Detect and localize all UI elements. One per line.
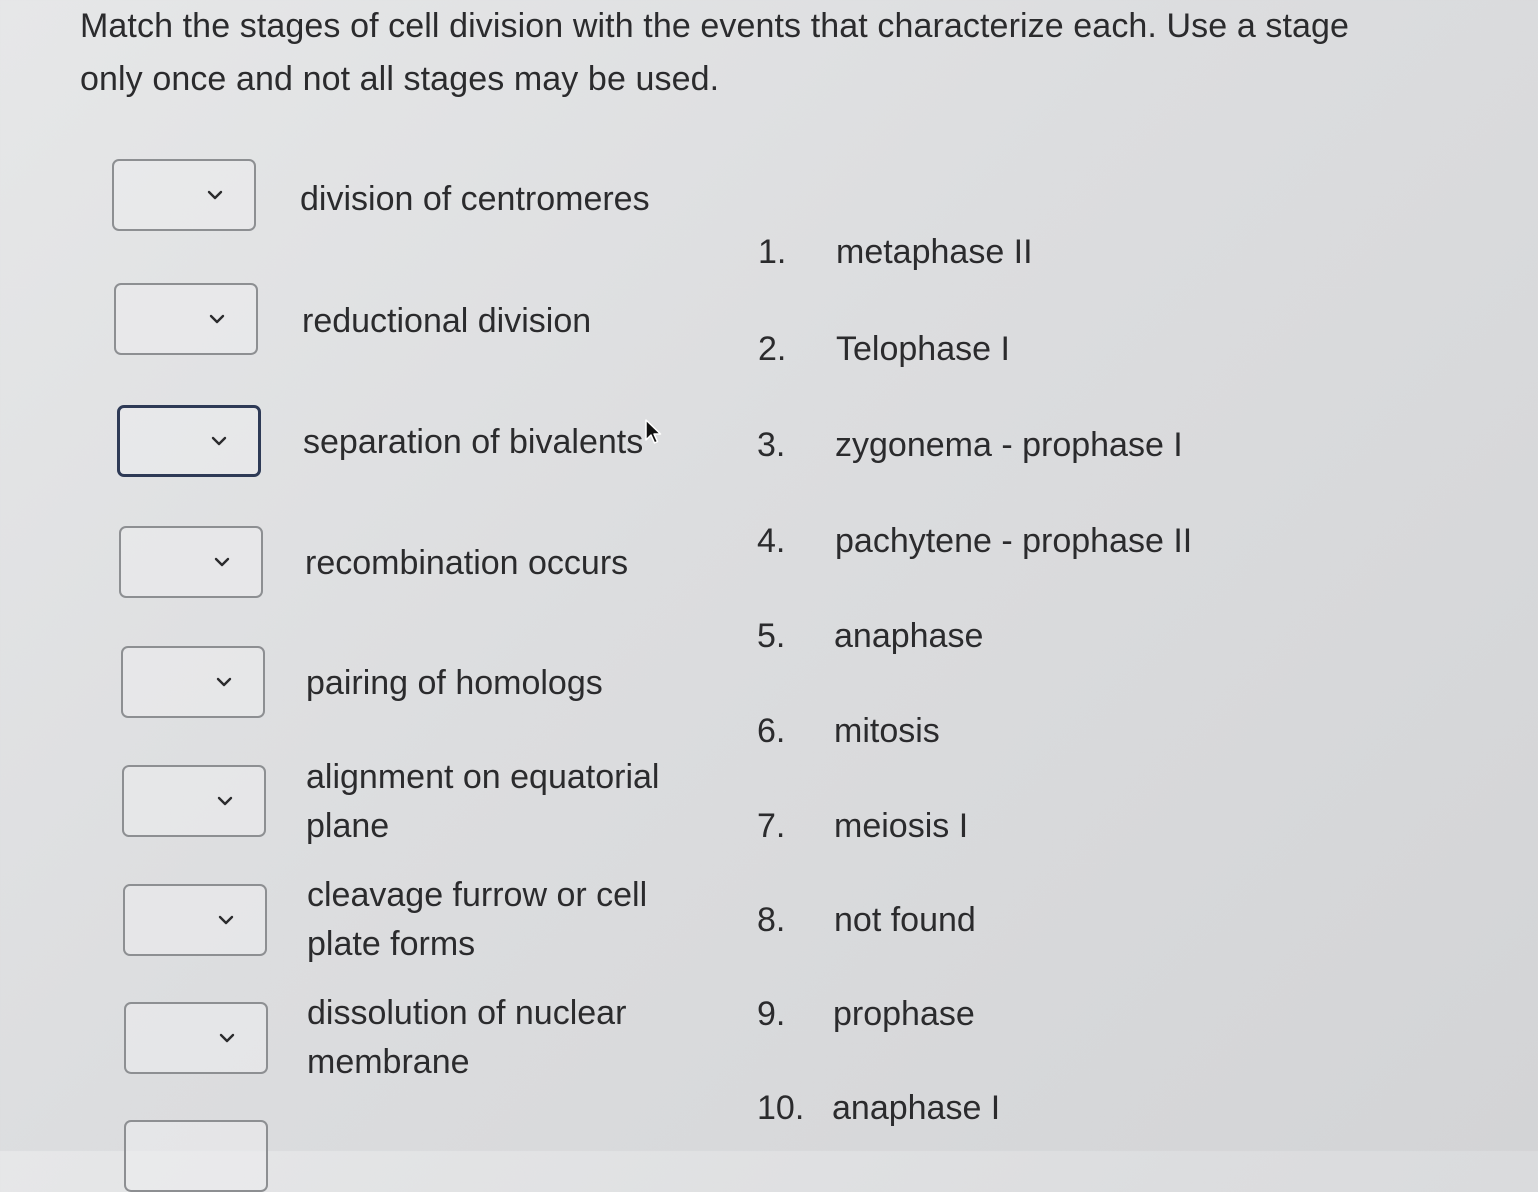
event-select-3[interactable] <box>117 405 261 477</box>
stage-number-6: 6. <box>757 712 786 750</box>
event-select-8[interactable] <box>124 1002 268 1074</box>
stage-number-5: 5. <box>757 617 786 655</box>
event-select-4[interactable] <box>119 526 263 598</box>
mouse-pointer-icon <box>644 418 662 446</box>
chevron-down-icon <box>218 1032 236 1044</box>
chevron-down-icon <box>208 313 226 325</box>
event-select-9[interactable] <box>124 1120 268 1192</box>
event-select-2[interactable] <box>114 283 258 355</box>
instructions-text: Match the stages of cell division with the events that characterize each. Use a stage only once and not all stages may be used. <box>80 7 1350 98</box>
event-select-1[interactable] <box>112 159 256 231</box>
event-label-2: reductional division <box>302 302 592 340</box>
chevron-down-icon <box>213 556 231 568</box>
chevron-down-icon <box>210 435 228 447</box>
event-label-4: recombination occurs <box>305 544 629 582</box>
stage-label-9: prophase <box>833 995 975 1033</box>
stage-label-5: anaphase <box>834 617 984 655</box>
stage-number-2: 2. <box>758 330 787 368</box>
event-label-7: cleavage furrow or cell plate forms <box>307 876 648 963</box>
chevron-down-icon <box>206 189 224 201</box>
stage-label-2: Telophase I <box>836 330 1010 368</box>
event-select-7[interactable] <box>123 884 267 956</box>
stage-label-8: not found <box>834 901 976 939</box>
stage-label-3: zygonema - prophase I <box>835 426 1183 464</box>
stage-label-7: meiosis I <box>834 807 969 845</box>
event-label-3: separation of bivalents <box>303 423 644 461</box>
event-label-5: pairing of homologs <box>306 664 603 702</box>
stage-label-1: metaphase II <box>836 233 1033 271</box>
stage-label-4: pachytene - prophase II <box>835 522 1193 560</box>
stage-number-1: 1. <box>758 233 787 271</box>
event-label-1: division of centromeres <box>300 180 650 218</box>
event-label-6: alignment on equatorial plane <box>306 758 660 845</box>
event-select-6[interactable] <box>122 765 266 837</box>
stage-number-9: 9. <box>757 995 786 1033</box>
event-label-8: dissolution of nuclear membrane <box>307 994 627 1081</box>
stage-number-4: 4. <box>757 522 786 560</box>
chevron-down-icon <box>215 676 233 688</box>
stage-number-7: 7. <box>757 807 786 845</box>
stage-number-10: 10. <box>757 1089 805 1127</box>
chevron-down-icon <box>217 914 235 926</box>
stage-label-10: anaphase I <box>832 1089 1001 1127</box>
stage-number-3: 3. <box>757 426 786 464</box>
event-select-5[interactable] <box>121 646 265 718</box>
stage-number-8: 8. <box>757 901 786 939</box>
stage-label-6: mitosis <box>834 712 940 750</box>
chevron-down-icon <box>216 795 234 807</box>
